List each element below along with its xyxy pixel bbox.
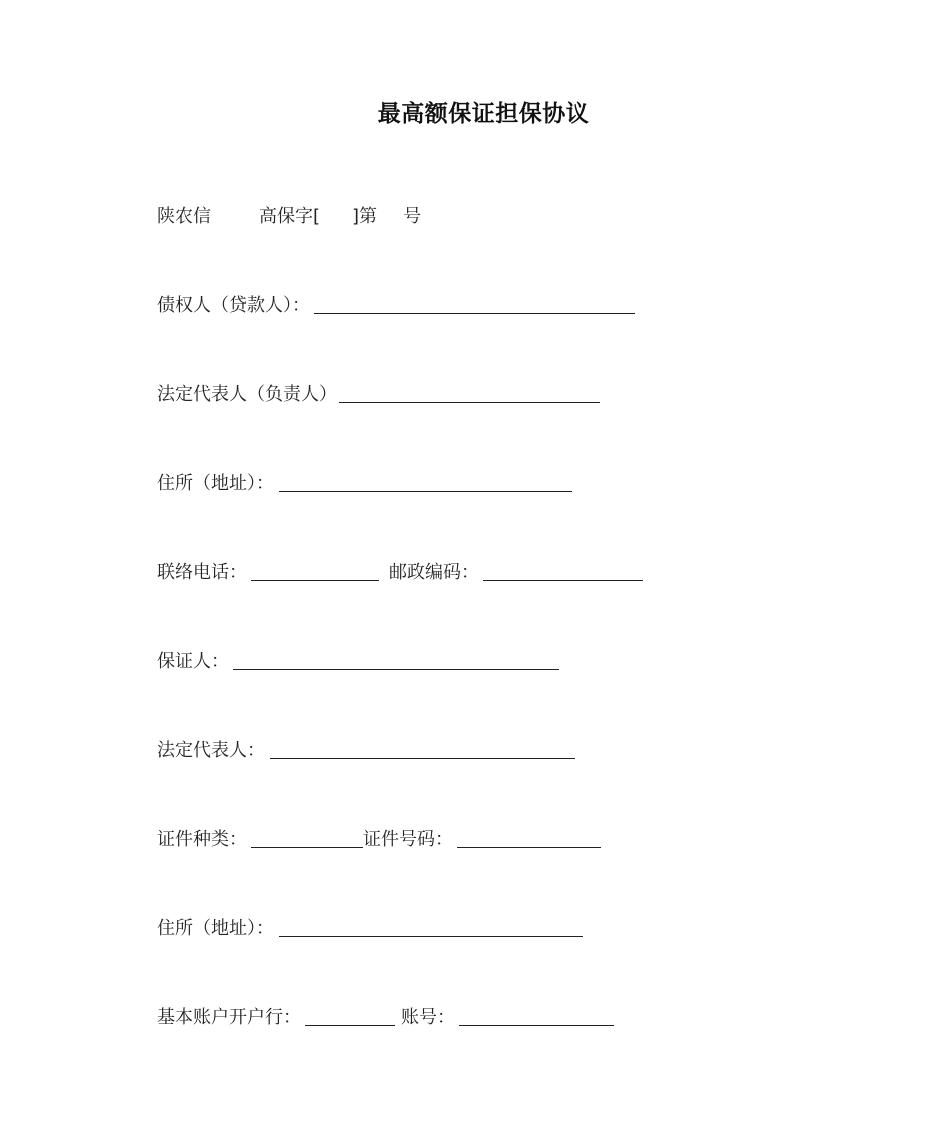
guarantor-label: 保证人： <box>157 651 229 672</box>
account-label: 账号： <box>401 1007 455 1028</box>
id-type-blank[interactable] <box>251 827 363 848</box>
id-number-label: 证件号码： <box>363 829 453 850</box>
reference-number-line <box>157 204 421 230</box>
guarantor-blank[interactable] <box>233 649 559 670</box>
guarantor-line <box>157 649 559 675</box>
creditor-rep-blank[interactable] <box>339 382 600 403</box>
phone-blank[interactable] <box>251 560 379 581</box>
ref-prefix: 陕农信 <box>157 206 211 227</box>
creditor-rep-line <box>157 382 600 408</box>
guarantor-address-label: 住所（地址）： <box>157 918 274 939</box>
creditor-address-blank[interactable] <box>279 471 572 492</box>
bank-blank[interactable] <box>305 1005 395 1026</box>
postal-blank[interactable] <box>483 560 643 581</box>
creditor-blank[interactable] <box>314 293 635 314</box>
creditor-rep-label: 法定代表人（负责人） <box>157 384 337 405</box>
contact-line <box>157 560 643 586</box>
ref-number-suffix: 号 <box>403 206 422 227</box>
document-title: 最高额保证担保协议 <box>377 101 590 127</box>
bank-label: 基本账户开户行： <box>157 1007 301 1028</box>
ref-bracket-close: ]第 <box>352 206 378 227</box>
ref-middle: 高保字[ <box>259 206 321 227</box>
bank-line <box>157 1005 614 1031</box>
guarantor-address-blank[interactable] <box>279 916 583 937</box>
creditor-label: 债权人（贷款人）： <box>157 295 310 316</box>
id-line <box>157 827 601 853</box>
creditor-line <box>157 293 635 319</box>
guarantor-rep-blank[interactable] <box>270 738 575 759</box>
phone-label: 联络电话： <box>157 562 247 583</box>
account-blank[interactable] <box>459 1005 614 1026</box>
guarantor-rep-line <box>157 738 575 764</box>
id-number-blank[interactable] <box>457 827 601 848</box>
guarantor-address-line <box>157 916 583 942</box>
creditor-address-line <box>157 471 572 497</box>
id-type-label: 证件种类： <box>157 829 247 850</box>
creditor-address-label: 住所（地址）： <box>157 473 274 494</box>
guarantor-rep-label: 法定代表人： <box>157 740 265 761</box>
postal-label: 邮政编码： <box>389 562 479 583</box>
